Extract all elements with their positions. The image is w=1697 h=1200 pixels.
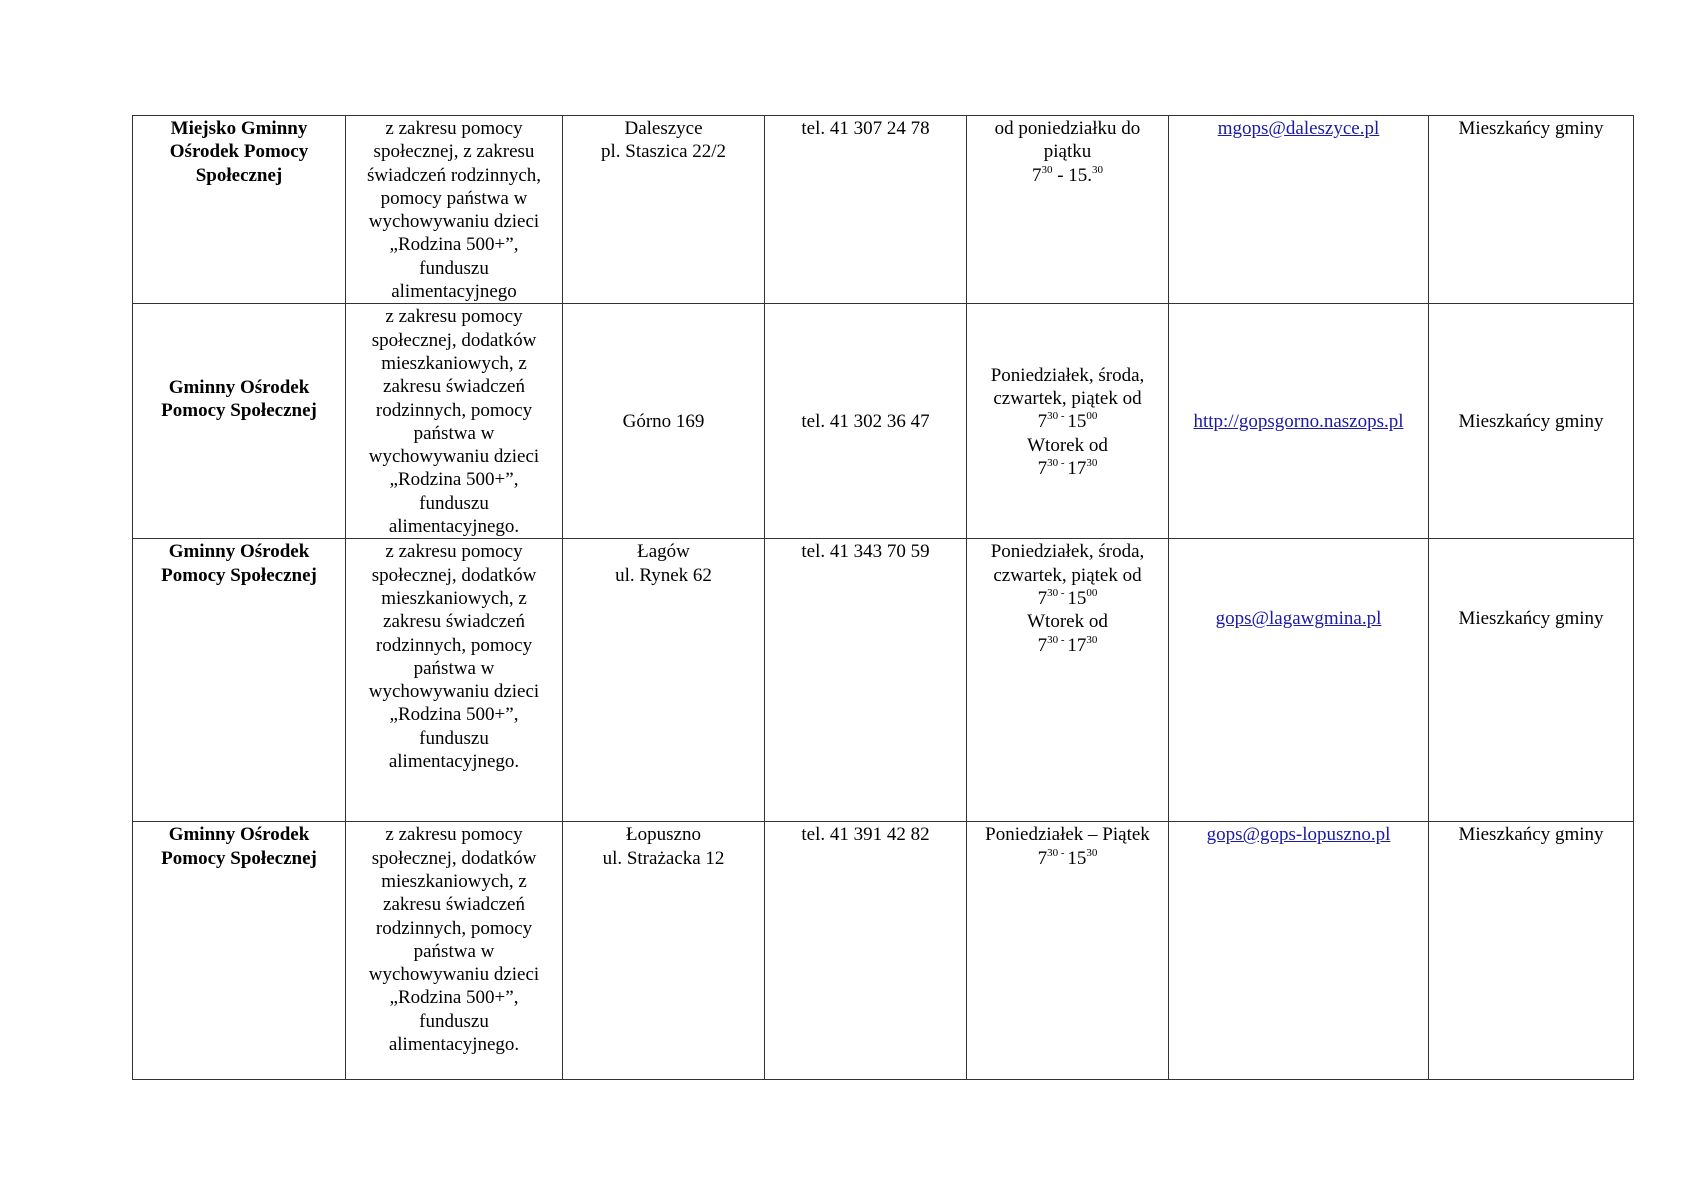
institution-name-cell [133,116,346,304]
hours-cell [967,304,1169,539]
hours-time: $7^{30} - 15.30$ [1031,163,1104,186]
contact-cell [1169,539,1429,822]
contact-link[interactable]: gops@gops-lopuszno.pl [1206,824,1391,846]
hours-line: czwartek, piątek od [993,564,1142,586]
address-cell [563,822,765,1080]
scope-line: społecznej, dodatków [371,329,537,351]
scope-cell [346,304,563,539]
hours-time: $7^{30 -}$ $15^{00}$ [1037,410,1098,433]
hours-time: $7^{30 -}$ $15^{00}$ [1037,586,1098,609]
institution-name-line: Społecznej [195,164,283,186]
institution-name-cell [133,539,346,822]
scope-line: alimentacyjnego. [388,751,520,773]
hours-line: Poniedziałek, środa, [990,364,1145,386]
hours-time: $7^{30 -}$ $15^{30}$ [1037,846,1098,869]
scope-line: z zakresu pomocy [385,306,523,328]
scope-line: z zakresu pomocy [385,824,523,846]
scope-line: zakresu świadczeń [383,611,525,633]
contact-link[interactable]: http://gopsgorno.naszops.pl [1193,411,1404,433]
scope-line: funduszu [419,257,489,279]
target-group-cell [1429,304,1634,539]
scope-line: „Rodzina 500+”, [389,987,519,1009]
target-group: Mieszkańcy gminy [1458,608,1604,630]
contact-cell [1169,304,1429,539]
scope-line: społecznej, dodatków [371,564,537,586]
contact-link[interactable]: mgops@daleszyce.pl [1217,118,1380,139]
institution-name-line: Ośrodek Pomocy [169,141,309,163]
hours-line: Wtorek od [1027,611,1108,633]
scope-line: wychowywaniu dzieci [368,964,540,986]
address-line: Łopuszno [626,824,701,846]
target-group: Mieszkańcy gminy [1458,411,1604,433]
scope-line: „Rodzina 500+”, [389,234,519,256]
scope-line: wychowywaniu dzieci [368,211,540,233]
institution-name-cell [133,822,346,1080]
hours-cell [967,539,1169,822]
target-group-cell [1429,116,1634,304]
scope-line: „Rodzina 500+”, [389,704,519,726]
phone-cell [765,304,967,539]
scope-line: wychowywaniu dzieci [368,446,540,468]
scope-line: państwa w [413,940,495,962]
hours-time: $7^{30 -}$ $17^{30}$ [1037,456,1098,479]
table-row [133,539,1634,822]
contact-cell [1169,116,1429,304]
address-line: Łagów [637,541,690,563]
hours-line: Poniedziałek, środa, [990,541,1145,563]
phone-cell [765,539,967,822]
scope-line: z zakresu pomocy [385,118,523,139]
phone-number: tel. 41 343 70 59 [801,541,930,563]
scope-line: funduszu [419,727,489,749]
scope-line: wychowywaniu dzieci [368,681,540,703]
institution-name-line: Gminny Ośrodek [168,376,310,398]
address-line: ul. Strażacka 12 [602,847,725,869]
phone-number: tel. 41 391 42 82 [801,824,930,846]
phone-cell [765,116,967,304]
hours-line: Wtorek od [1027,434,1108,456]
target-group: Mieszkańcy gminy [1458,118,1604,139]
scope-line: państwa w [413,657,495,679]
scope-line: rodzinnych, pomocy [375,399,533,421]
scope-cell [346,116,563,304]
scope-line: zakresu świadczeń [383,376,525,398]
address-line: Daleszyce [624,118,703,139]
address-cell [563,304,765,539]
hours-line: czwartek, piątek od [993,387,1142,409]
institution-name-line: Gminny Ośrodek [168,824,310,846]
scope-line: funduszu [419,492,489,514]
scope-line: społecznej, dodatków [371,847,537,869]
contact-link[interactable]: gops@lagawgmina.pl [1215,608,1382,630]
institution-name-line: Pomocy Społecznej [161,847,317,869]
institution-name-line: Pomocy Społecznej [161,399,317,421]
scope-line: społecznej, z zakresu [373,141,535,163]
contact-cell [1169,822,1429,1080]
target-group-cell [1429,539,1634,822]
address-line: pl. Staszica 22/2 [600,141,727,163]
address-line: Górno 169 [622,411,705,433]
address-line: ul. Rynek 62 [615,564,712,586]
institution-name-line: Pomocy Społecznej [161,564,317,586]
scope-cell [346,539,563,822]
institutions-table [132,115,1634,1080]
scope-line: rodzinnych, pomocy [375,917,533,939]
table-row [133,116,1634,304]
scope-line: alimentacyjnego [391,281,517,303]
hours-time: $7^{30 -}$ $17^{30}$ [1037,633,1098,656]
institution-name-line: Miejsko Gminny [170,118,308,139]
hours-cell [967,822,1169,1080]
phone-number: tel. 41 302 36 47 [801,411,930,433]
phone-number: tel. 41 307 24 78 [801,118,930,139]
scope-line: zakresu świadczeń [383,894,525,916]
scope-line: mieszkaniowych, z [381,587,527,609]
address-cell [563,116,765,304]
institution-name-cell [133,304,346,539]
scope-line: mieszkaniowych, z [381,870,527,892]
target-group: Mieszkańcy gminy [1458,824,1604,846]
scope-line: państwa w [413,422,495,444]
target-group-cell [1429,822,1634,1080]
table-row [133,822,1634,1080]
scope-line: mieszkaniowych, z [381,352,527,374]
scope-cell [346,822,563,1080]
phone-cell [765,822,967,1080]
institution-name-line: Gminny Ośrodek [168,541,310,563]
scope-line: z zakresu pomocy [385,541,523,563]
hours-line: piątku [1043,141,1092,163]
hours-cell [967,116,1169,304]
scope-line: rodzinnych, pomocy [375,634,533,656]
table-row [133,304,1634,539]
scope-line: funduszu [419,1010,489,1032]
address-cell [563,539,765,822]
hours-line: od poniedziałku do [994,118,1141,139]
scope-line: alimentacyjnego. [388,516,520,538]
scope-line: alimentacyjnego. [388,1034,520,1056]
scope-line: pomocy państwa w [380,187,528,209]
hours-line: Poniedziałek – Piątek [985,824,1150,846]
scope-line: „Rodzina 500+”, [389,469,519,491]
scope-line: świadczeń rodzinnych, [366,164,542,186]
